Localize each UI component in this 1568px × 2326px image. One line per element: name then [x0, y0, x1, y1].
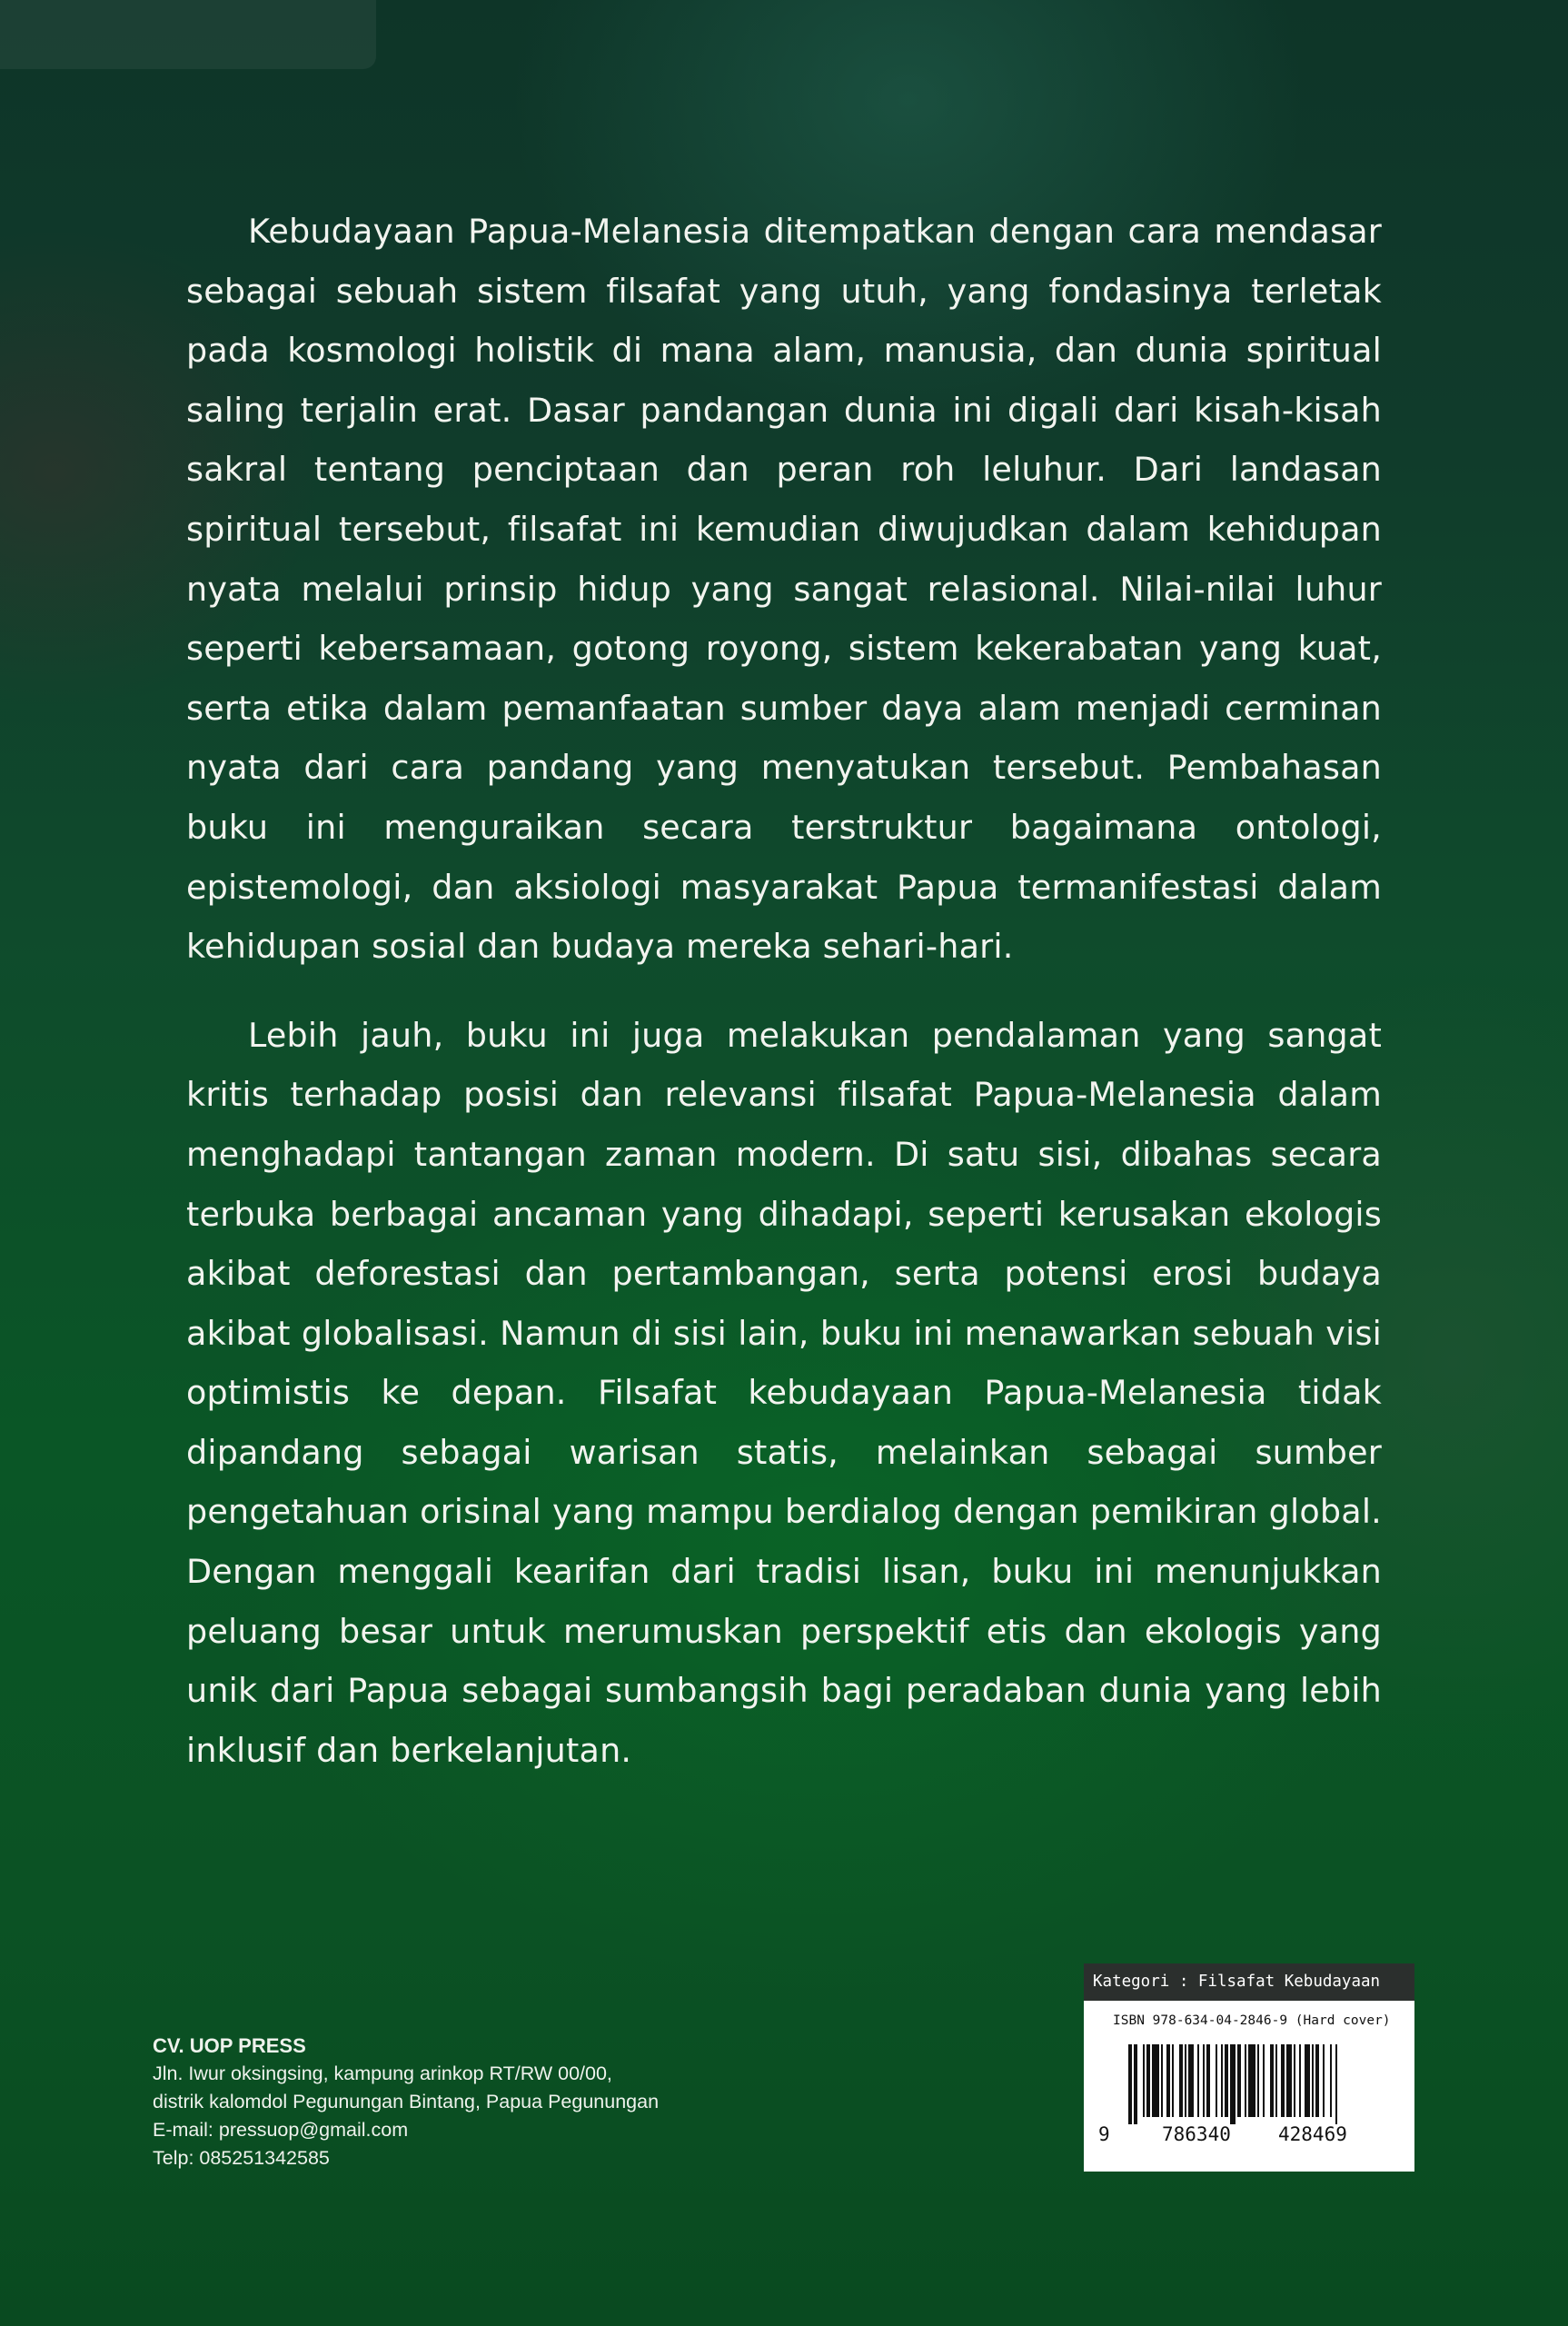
isbn-block	[1084, 1963, 1414, 2172]
publisher-email: E-mail: pressuop@gmail.com	[153, 2119, 409, 2141]
publisher-address-line-1: Jln. Iwur oksingsing, kampung arinkop RT/RW 00/00,	[153, 2063, 612, 2084]
isbn-number: ISBN 978-634-04-2846-9 (Hard cover)	[1113, 2013, 1391, 2028]
blurb-paragraph-2: Lebih jauh, buku ini juga melakukan pendalaman yang sangat kritis terhadap posisi dan relevansi filsafat Papua-Melanesia dalam menghadapi tantangan zaman modern. Di satu sisi, dibahas secara terbuka berbagai ancaman yang dihadapi, seperti kerusakan ekologis akibat deforestasi dan pertambangan, serta potensi erosi budaya akibat globalisasi. Namun di sisi lain, buku ini menawarkan sebuah visi optimistis ke depan. Filsafat kebudayaan Papua-Melanesia tidak dipandang sebagai warisan statis, melainkan sebagai sumber pengetahuan orisinal yang mampu berdialog dengan pemikiran global. Dengan menggali kearifan dari tradisi lisan, buku ini menunjukkan peluang besar untuk merumuskan perspektif etis dan ekologis yang unik dari Papua sebagai sumbangsih bagi peradaban dunia yang lebih inklusif dan berkelanjutan.	[186, 1015, 1382, 1770]
isbn-barcode-box	[1084, 2001, 1414, 2172]
barcode-digit-prefix: 9	[1098, 2123, 1110, 2145]
barcode-digits	[1084, 2121, 1414, 2148]
publisher-phone: Telp: 085251342585	[153, 2147, 330, 2169]
barcode-digits-right: 428469	[1278, 2123, 1347, 2145]
corner-tab	[0, 0, 376, 69]
publisher-info	[153, 2032, 789, 2172]
barcode-icon	[1128, 2044, 1372, 2124]
book-blurb	[186, 202, 1382, 1780]
publisher-name: CV. UOP PRESS	[153, 2034, 306, 2057]
blurb-paragraph-1: Kebudayaan Papua-Melanesia ditempatkan dengan cara mendasar sebagai sebuah sistem filsafat yang utuh, yang fondasinya terletak pada kosmologi holistik di mana alam, manusia, dan dunia spiritual saling terjalin erat. Dasar pandangan dunia ini digali dari kisah-kisah sakral tentang penciptaan dan peran roh leluhur. Dari landasan spiritual tersebut, filsafat ini kemudian diwujudkan dalam kehidupan nyata melalui prinsip hidup yang sangat relasional. Nilai-nilai luhur seperti kebersamaan, gotong royong, sistem kekerabatan yang kuat, serta etika dalam pemanfaatan sumber daya alam menjadi cerminan nyata dari cara pandang yang menyatukan tersebut. Pembahasan buku ini menguraikan secara terstruktur bagaimana ontologi, epistemologi, dan aksiologi masyarakat Papua termanifestasi dalam kehidupan sosial dan budaya mereka sehari-hari.	[186, 212, 1382, 967]
category-label: Kategori : Filsafat Kebudayaan	[1084, 1963, 1414, 2001]
barcode-digits-left: 786340	[1162, 2123, 1231, 2145]
publisher-address-line-2: distrik kalomdol Pegunungan Bintang, Papua Pegunungan	[153, 2091, 660, 2112]
